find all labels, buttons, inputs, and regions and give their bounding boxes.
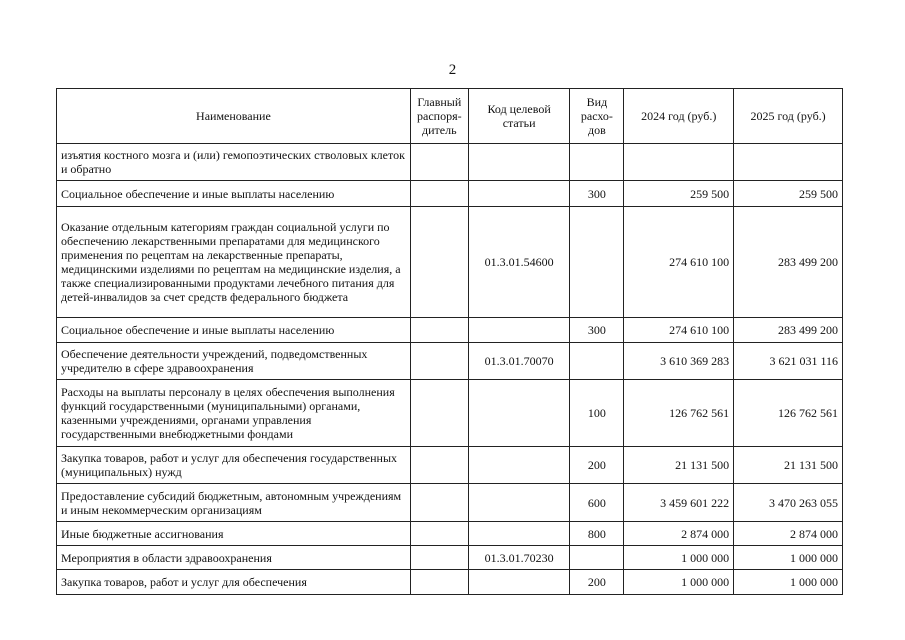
table-row — [57, 318, 843, 343]
cell-name: Обеспечение деятельности учреждений, подведомственных учредителю в сфере здравоохранения — [57, 343, 411, 380]
cell-type — [570, 207, 624, 318]
cell-type — [570, 343, 624, 380]
cell-code — [468, 447, 570, 484]
cell-code: 01.3.01.54600 — [468, 207, 570, 318]
cell-name: Социальное обеспечение и иные выплаты населению — [57, 318, 411, 343]
header-admin: Главный распоря-дитель — [410, 89, 468, 144]
cell-type: 200 — [570, 447, 624, 484]
cell-name: Закупка товаров, работ и услуг для обеспечения государственных (муниципальных) нужд — [57, 447, 411, 484]
cell-2025: 259 500 — [734, 181, 843, 207]
cell-code — [468, 144, 570, 181]
cell-name: Предоставление субсидий бюджетным, автономным учреждениям и иным некоммерческим организациям — [57, 484, 411, 522]
cell-type: 200 — [570, 570, 624, 595]
header-code: Код целевой статьи — [468, 89, 570, 144]
cell-code — [468, 570, 570, 595]
cell-2024: 1 000 000 — [624, 546, 734, 570]
cell-name: Закупка товаров, работ и услуг для обеспечения — [57, 570, 411, 595]
cell-2024: 3 459 601 222 — [624, 484, 734, 522]
cell-type — [570, 546, 624, 570]
cell-2024 — [624, 144, 734, 181]
cell-2025: 1 000 000 — [734, 570, 843, 595]
cell-2024: 3 610 369 283 — [624, 343, 734, 380]
cell-type: 100 — [570, 380, 624, 447]
cell-admin — [410, 144, 468, 181]
cell-code — [468, 181, 570, 207]
cell-type: 300 — [570, 181, 624, 207]
cell-admin — [410, 484, 468, 522]
cell-2025: 3 621 031 116 — [734, 343, 843, 380]
cell-2024: 2 874 000 — [624, 522, 734, 546]
cell-admin — [410, 181, 468, 207]
cell-name: Иные бюджетные ассигнования — [57, 522, 411, 546]
cell-2024: 126 762 561 — [624, 380, 734, 447]
cell-admin — [410, 318, 468, 343]
table-row — [57, 447, 843, 484]
cell-2025: 283 499 200 — [734, 318, 843, 343]
table-row — [57, 546, 843, 570]
cell-admin — [410, 522, 468, 546]
cell-2024: 1 000 000 — [624, 570, 734, 595]
cell-2025: 3 470 263 055 — [734, 484, 843, 522]
cell-name: Социальное обеспечение и иные выплаты населению — [57, 181, 411, 207]
cell-type: 600 — [570, 484, 624, 522]
cell-name: Мероприятия в области здравоохранения — [57, 546, 411, 570]
cell-2024: 274 610 100 — [624, 318, 734, 343]
page-number: 2 — [448, 62, 457, 78]
cell-2024: 259 500 — [624, 181, 734, 207]
cell-2024: 21 131 500 — [624, 447, 734, 484]
cell-name: Расходы на выплаты персоналу в целях обеспечения выполнения функций государственными (муниципальными) органами, казенными учреждениями, органами управления государственными внебюджетными фондами — [57, 380, 411, 447]
cell-code — [468, 318, 570, 343]
budget-table — [56, 88, 843, 595]
table-header-row — [57, 89, 843, 144]
cell-admin — [410, 380, 468, 447]
cell-admin — [410, 570, 468, 595]
cell-code — [468, 484, 570, 522]
table-row — [57, 343, 843, 380]
cell-type — [570, 144, 624, 181]
cell-name: изъятия костного мозга и (или) гемопоэтических стволовых клеток и обратно — [57, 144, 411, 181]
cell-admin — [410, 447, 468, 484]
cell-type: 300 — [570, 318, 624, 343]
cell-code — [468, 522, 570, 546]
table-row — [57, 207, 843, 318]
cell-admin — [410, 343, 468, 380]
cell-2025: 283 499 200 — [734, 207, 843, 318]
header-2024: 2024 год (руб.) — [624, 89, 734, 144]
cell-code: 01.3.01.70230 — [468, 546, 570, 570]
cell-2024: 274 610 100 — [624, 207, 734, 318]
table-row — [57, 144, 843, 181]
header-name: Наименование — [57, 89, 411, 144]
cell-2025: 2 874 000 — [734, 522, 843, 546]
cell-code: 01.3.01.70070 — [468, 343, 570, 380]
header-2025: 2025 год (руб.) — [734, 89, 843, 144]
table-row — [57, 522, 843, 546]
cell-2025 — [734, 144, 843, 181]
cell-admin — [410, 546, 468, 570]
cell-type: 800 — [570, 522, 624, 546]
cell-admin — [410, 207, 468, 318]
cell-2025: 21 131 500 — [734, 447, 843, 484]
table-row — [57, 484, 843, 522]
table-row — [57, 181, 843, 207]
cell-code — [468, 380, 570, 447]
cell-2025: 126 762 561 — [734, 380, 843, 447]
table-row — [57, 380, 843, 447]
header-type: Вид расхо-дов — [570, 89, 624, 144]
table-row — [57, 570, 843, 595]
cell-name: Оказание отдельным категориям граждан социальной услуги по обеспечению лекарственными препаратами для медицинского применения по рецептам на лекарственные препараты, медицинскими изделиями по рецептам на медицинские изделия, а также специализированными продуктами лечебного питания для детей-инвалидов за счет средств федерального бюджета — [57, 207, 411, 318]
cell-2025: 1 000 000 — [734, 546, 843, 570]
